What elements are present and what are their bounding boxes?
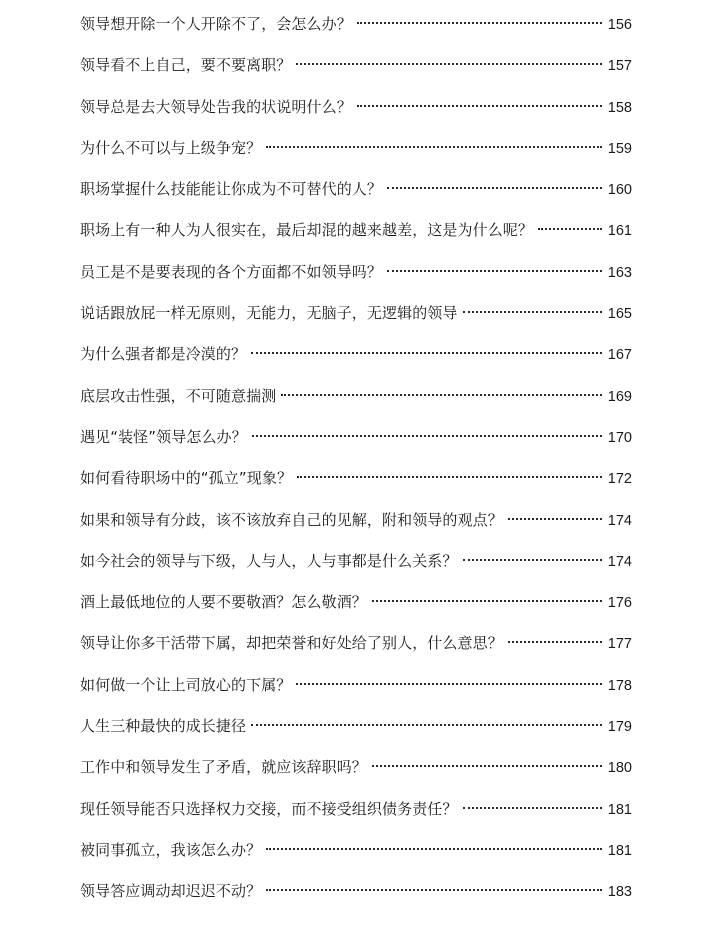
- dot-leader: [387, 270, 602, 272]
- toc-entry[interactable]: [80, 14, 632, 55]
- toc-entry-page: 181: [607, 842, 632, 859]
- toc-entry[interactable]: [80, 303, 632, 344]
- dot-leader: [251, 724, 602, 726]
- toc-entry-title: 遇见“装怪”领导怎么办？: [80, 427, 247, 446]
- toc-entry-page: 172: [607, 471, 632, 488]
- toc-entry-page: 180: [607, 760, 632, 777]
- toc-entry-title: 为什么强者都是冷漠的？: [80, 345, 247, 364]
- toc-entry[interactable]: [80, 881, 632, 922]
- toc-entry[interactable]: [80, 138, 632, 179]
- toc-entry-page: 165: [607, 306, 632, 323]
- toc-entry-title: 领导让你多干活带下属，却把荣誉和好处给了别人，什么意思？: [80, 634, 503, 653]
- toc-entry-title: 领导想开除一个人开除不了，会怎么办？: [80, 15, 352, 33]
- toc-entry-page: 170: [607, 429, 632, 446]
- toc-entry[interactable]: [80, 551, 632, 592]
- toc-entry-title: 为什么不可以与上级争宠？: [80, 138, 262, 157]
- toc-entry-title: 领导总是去大领导处告我的状说明什么？: [80, 97, 352, 116]
- toc-entry-page: 183: [607, 884, 632, 901]
- toc-entry-page: 161: [607, 223, 632, 240]
- table-of-contents: [80, 14, 632, 923]
- toc-entry[interactable]: [80, 97, 632, 138]
- dot-leader: [463, 807, 602, 809]
- toc-entry-title: 职场掌握什么技能能让你成为不可替代的人？: [80, 180, 383, 199]
- toc-entry-title: 底层攻击性强，不可随意揣测: [80, 386, 277, 405]
- toc-entry[interactable]: [80, 840, 632, 881]
- toc-entry[interactable]: [80, 386, 632, 427]
- toc-entry-page: 178: [607, 677, 632, 694]
- dot-leader: [372, 600, 602, 602]
- toc-entry[interactable]: [80, 55, 632, 96]
- toc-entry-title: 领导看不上自己，要不要离职？: [80, 56, 292, 75]
- toc-entry[interactable]: [80, 468, 632, 509]
- toc-entry-page: 181: [607, 801, 632, 818]
- toc-entry[interactable]: [80, 757, 632, 798]
- toc-entry-title: 说话跟放屁一样无原则，无能力，无脑子，无逻辑的领导: [80, 304, 458, 323]
- toc-entry-page: 174: [607, 553, 632, 570]
- toc-entry[interactable]: [80, 344, 632, 385]
- toc-entry-title: 酒上最低地位的人要不要敬酒？怎么敬酒？: [80, 593, 367, 612]
- dot-leader: [252, 435, 602, 437]
- dot-leader: [251, 352, 602, 354]
- dot-leader: [266, 889, 602, 891]
- dot-leader: [538, 228, 602, 230]
- dot-leader: [357, 105, 602, 107]
- toc-entry-page: 176: [607, 595, 632, 612]
- toc-entry-page: 159: [607, 140, 632, 157]
- toc-entry-page: 163: [607, 264, 632, 281]
- dot-leader: [508, 641, 602, 643]
- toc-entry-title: 被同事孤立，我该怎么办？: [80, 840, 262, 859]
- toc-entry-title: 如果和领导有分歧，该不该放弃自己的见解，附和领导的观点？: [80, 510, 503, 529]
- toc-entry-page: 167: [607, 347, 632, 364]
- dot-leader: [296, 683, 601, 685]
- dot-leader: [297, 476, 602, 478]
- toc-entry-title: 工作中和领导发生了矛盾，就应该辞职吗？: [80, 758, 367, 777]
- toc-entry[interactable]: [80, 262, 632, 303]
- toc-entry-title: 领导答应调动却迟迟不动？: [80, 882, 262, 901]
- toc-entry-page: 160: [607, 182, 632, 199]
- dot-leader: [357, 22, 602, 24]
- dot-leader: [508, 518, 602, 520]
- toc-entry-title: 员工是不是要表现的各个方面都不如领导吗？: [80, 262, 383, 281]
- toc-entry-page: 177: [607, 636, 632, 653]
- toc-entry[interactable]: [80, 427, 632, 468]
- toc-entry-page: 169: [607, 388, 632, 405]
- dot-leader: [463, 559, 602, 561]
- toc-entry[interactable]: [80, 592, 632, 633]
- dot-leader: [463, 311, 602, 313]
- toc-entry-title: 如何看待职场中的“孤立”现象？: [80, 469, 293, 488]
- toc-entry-title: 如何做一个让上司放心的下属？: [80, 675, 292, 694]
- toc-entry[interactable]: [80, 799, 632, 840]
- toc-entry-page: 157: [607, 58, 632, 75]
- dot-leader: [372, 765, 602, 767]
- toc-entry-page: 158: [607, 99, 632, 116]
- dot-leader: [266, 848, 602, 850]
- toc-entry[interactable]: [80, 220, 632, 261]
- dot-leader: [387, 187, 602, 189]
- dot-leader: [266, 146, 602, 148]
- toc-entry[interactable]: [80, 675, 632, 716]
- toc-entry-page: 174: [607, 512, 632, 529]
- toc-entry-title: 人生三种最快的成长捷径: [80, 717, 247, 736]
- toc-entry[interactable]: [80, 633, 632, 674]
- toc-entry-title: 现任领导能否只选择权力交接，而不接受组织债务责任？: [80, 799, 458, 818]
- toc-entry-title: 如今社会的领导与下级，人与人，人与事都是什么关系？: [80, 551, 458, 570]
- toc-entry[interactable]: [80, 179, 632, 220]
- toc-entry[interactable]: [80, 510, 632, 551]
- toc-entry[interactable]: [80, 716, 632, 757]
- toc-entry-title: 职场上有一种人为人很实在，最后却混的越来越差，这是为什么呢？: [80, 221, 534, 240]
- dot-leader: [296, 63, 601, 65]
- dot-leader: [281, 394, 601, 396]
- toc-entry-page: 179: [607, 719, 632, 736]
- toc-entry-page: 156: [607, 17, 632, 33]
